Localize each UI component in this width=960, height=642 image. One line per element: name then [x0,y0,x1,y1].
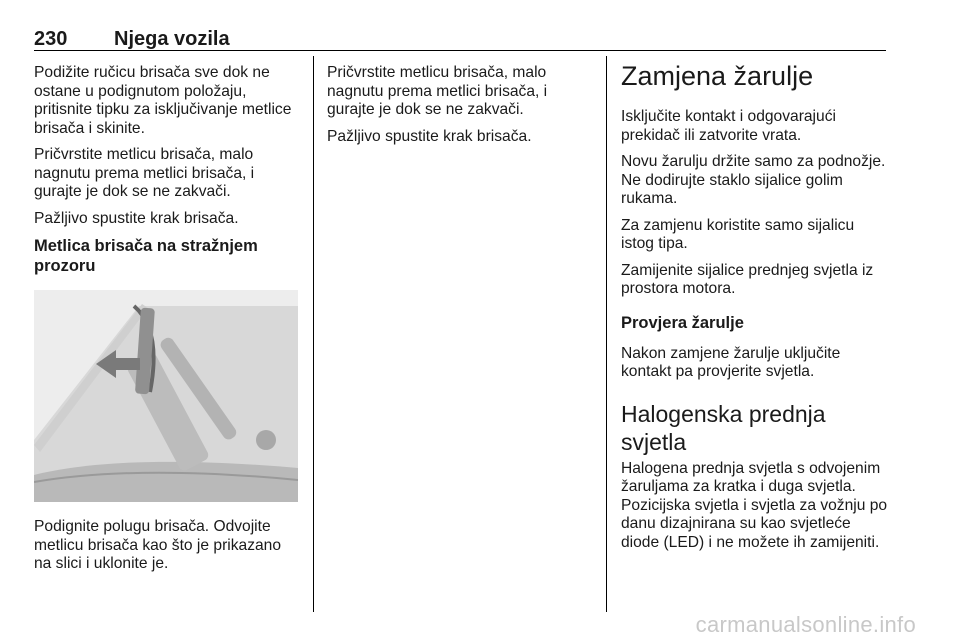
rear-wiper-illustration [34,290,298,502]
section-heading: Halogenska prednja svjetla [621,400,826,455]
column-middle [327,64,595,154]
paragraph: Isključite kontakt i odgovarajući prekidač ili zatvorite vrata. [621,108,836,144]
column-left [34,64,300,582]
column-right [621,60,889,560]
section-title: Zamjena žarulje [621,61,814,91]
paragraph: Halogena prednja svjetla s odvojenim žaruljama za kratka i duga svjetla. Pozicijska svjetla i svjetla za vožnju po danu dizajnirana su kao svjetleće diode (LED) i ne možete ih zamijeniti. [621,459,888,551]
paragraph: Pričvrstite metlicu brisača, malo nagnutu prema metlici brisača, i gurajte je dok se ne zakvači. [327,64,548,118]
paragraph: Podižite ručicu brisača sve dok ne ostane u podignutom položaju, pritisnite tipku za isključivanje metlice brisača i skinite. [34,64,292,137]
paragraph: Za zamjenu koristite samo sijalicu istog tipa. [621,216,855,252]
watermark: carmanualsonline.info [695,612,916,637]
paragraph: Pažljivo spustite krak brisača. [327,127,532,145]
chapter-title: Njega vozila [114,28,230,50]
subsection-heading: Provjera žarulje [621,313,744,332]
header-divider [34,50,886,51]
paragraph: Zamijenite sijalice prednjeg svjetla iz prostora motora. [621,261,874,297]
page-number: 230 [34,28,68,50]
page-header [34,20,886,50]
paragraph: Podignite polugu brisača. Odvojite metlicu brisača kao što je prikazano na slici i uklonite je. [34,518,282,572]
paragraph: Novu žarulju držite samo za podnožje. Ne dodirujte staklo sijalice golim rukama. [621,153,886,207]
subsection-heading: Metlica brisača na stražnjem prozoru [34,237,258,275]
column-divider-2 [606,56,607,612]
paragraph: Nakon zamjene žarulje uključite kontakt pa provjerite svjetla. [621,344,841,380]
column-divider-1 [313,56,314,612]
paragraph: Pričvrstite metlicu brisača, malo nagnutu prema metlici brisača, i gurajte je dok se ne zakvači. [34,146,255,200]
paragraph: Pažljivo spustite krak brisača. [34,209,239,227]
